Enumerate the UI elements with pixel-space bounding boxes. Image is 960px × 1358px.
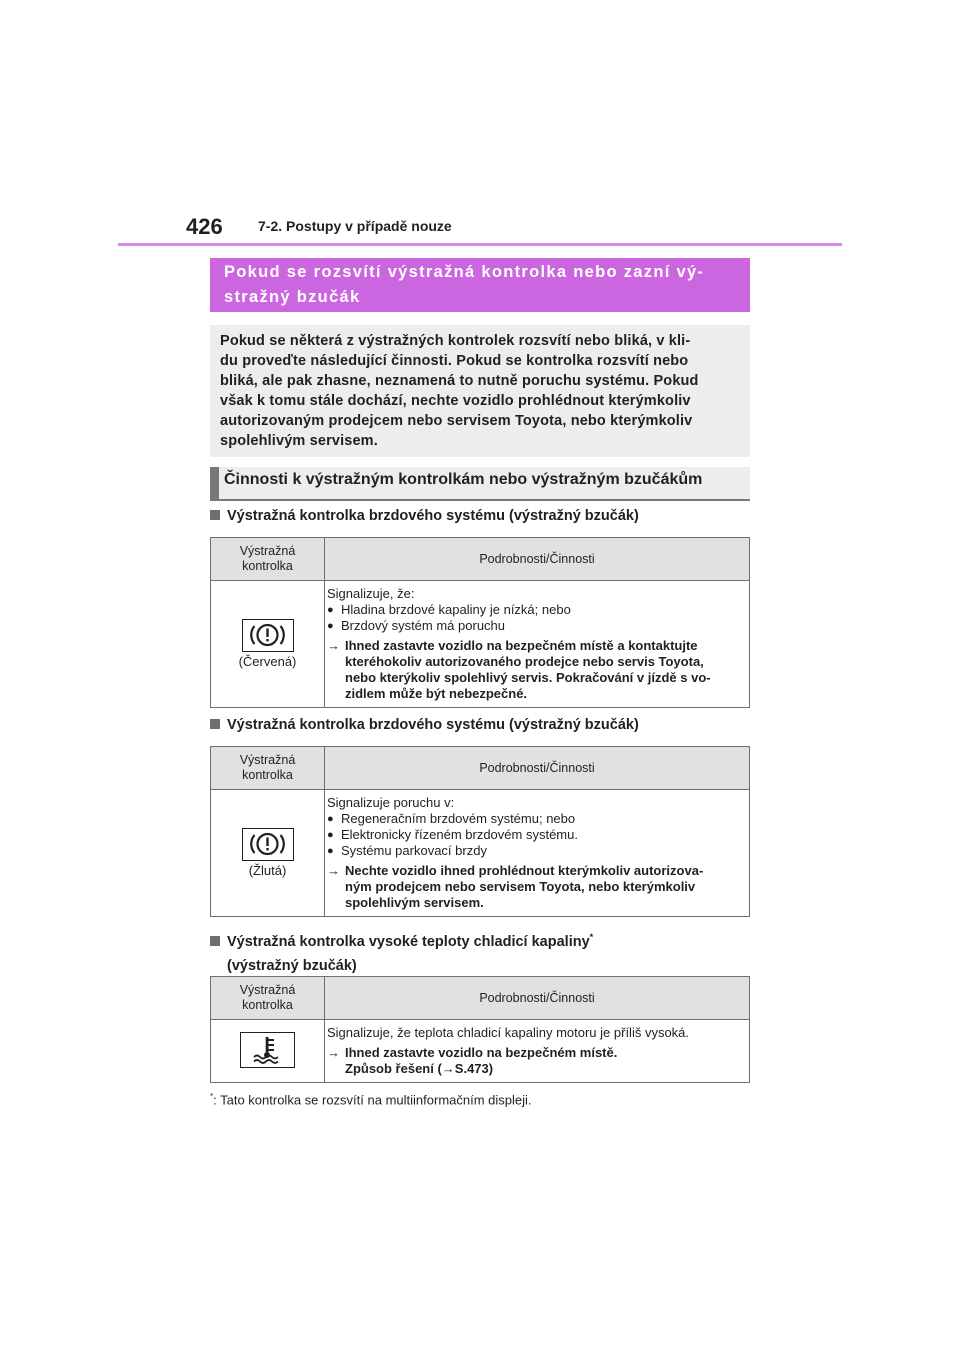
header-text: kontrolka: [242, 559, 293, 573]
intro-box: [210, 325, 750, 457]
page-header: [0, 0, 960, 250]
header-cell-lamp: [211, 747, 325, 790]
action-line: nebo kterýkoliv spolehlivý servis. Pokračování v jízdě s vo-: [345, 670, 711, 685]
footnote-mark: *: [589, 932, 594, 942]
header-text: kontrolka: [242, 998, 293, 1012]
subheading-text: Výstražná kontrolka brzdového systému (výstražný bzučák): [227, 717, 639, 733]
detail-intro: Signalizuje, že teplota chladicí kapaliny motoru je příliš vysoká.: [327, 1025, 690, 1040]
details-cell: [325, 790, 750, 917]
header-divider: [118, 243, 842, 246]
detail-action: [327, 1045, 747, 1077]
subheading-text: (výstražný bzučák): [227, 957, 357, 974]
section-banner: [210, 258, 750, 312]
detail-intro: Signalizuje poruchu v:: [327, 795, 455, 810]
lamp-color-label: (Žlutá): [248, 863, 287, 878]
arrow-icon: →: [327, 863, 340, 878]
subheading-text: Výstražná kontrolka brzdového systému (výstražný bzučák): [227, 508, 639, 524]
header-cell-details: Podrobnosti/Činnosti: [325, 747, 750, 790]
page-reference-link[interactable]: S.473): [454, 1061, 494, 1076]
detail-bullet: ● Elektronicky řízeném brzdovém systému.: [327, 827, 747, 843]
detail-bullet: ● Regeneračním brzdovém systému; nebo: [327, 811, 747, 827]
details-cell: [325, 581, 750, 708]
action-text: Způsob řešení (: [345, 1061, 442, 1076]
intro-line: spolehlivým servisem.: [220, 433, 378, 449]
subheading-text: Výstražná kontrolka vysoké teploty chladicí kapaliny: [227, 933, 590, 950]
square-bullet-icon: [210, 936, 220, 946]
detail-intro: Signalizuje, že:: [327, 586, 415, 601]
action-line: ným prodejcem nebo servisem Toyota, nebo kterýmkoliv: [345, 879, 696, 894]
intro-line: bliká, ale pak zhasne, neznamená to nutně poruchu systému. Pokud: [220, 373, 699, 389]
header-text: Výstražná: [239, 983, 296, 997]
details-cell: [325, 1020, 750, 1083]
action-line: Ihned zastavte vozidlo na bezpečném místě.: [345, 1045, 618, 1060]
header-cell-lamp: [211, 538, 325, 581]
arrow-icon: →: [327, 638, 340, 653]
square-bullet-icon: [210, 510, 220, 520]
action-line: spolehlivým servisem.: [345, 895, 484, 910]
intro-line: autorizovaným prodejcem nebo servisem Toyota, nebo kterýmkoliv: [220, 413, 693, 429]
header-text: Výstražná: [239, 753, 296, 767]
action-line: Nechte vozidlo ihned prohlédnout kterýmkoliv autorizova-: [345, 863, 704, 878]
brake-warning-icon: [242, 828, 294, 861]
intro-line: du proveďte následující činnosti. Pokud se kontrolka rozsvítí nebo: [220, 353, 689, 369]
header-text: kontrolka: [242, 768, 293, 782]
brake-warning-icon: [242, 619, 294, 652]
section-divider: [210, 499, 750, 501]
header-cell-details: Podrobnosti/Činnosti: [325, 977, 750, 1020]
detail-action: [327, 638, 747, 702]
action-line: Ihned zastavte vozidlo na bezpečném místě a kontaktujte: [345, 638, 698, 653]
detail-bullet: ● Systému parkovací brzdy: [327, 843, 747, 859]
header-text: Výstražná: [239, 544, 296, 558]
detail-bullet: ● Hladina brzdové kapaliny je nízká; nebo: [327, 602, 747, 618]
banner-title-line: stražný bzučák: [224, 288, 361, 306]
warning-table-brake-red: [210, 537, 750, 708]
detail-bullet: ● Brzdový systém má poruchu: [327, 618, 747, 634]
action-line: kteréhokoliv autorizovaného prodejce nebo servis Toyota,: [345, 654, 704, 669]
subheading-brake-red: [210, 508, 639, 524]
lamp-cell: [211, 1020, 325, 1083]
action-line: [345, 1061, 747, 1077]
chapter-title: 7-2. Postupy v případě nouze: [258, 218, 452, 234]
arrow-icon: →: [441, 1061, 455, 1076]
subheading-brake-yellow: [210, 717, 639, 733]
warning-table-coolant: [210, 976, 750, 1083]
page-number: 426: [186, 214, 223, 239]
lamp-cell: [211, 790, 325, 917]
footnote-mark: *: [210, 1092, 214, 1101]
action-line: zidlem může být nebezpečné.: [345, 686, 528, 701]
detail-action: [327, 863, 747, 911]
intro-line: však k tomu stále dochází, nechte vozidlo prohlédnout kterýmkoliv: [220, 393, 691, 409]
footnote: [210, 1092, 532, 1107]
banner-title-line: Pokud se rozsvítí výstražná kontrolka nebo zazní vý-: [224, 263, 705, 281]
intro-line: Pokud se některá z výstražných kontrolek rozsvítí nebo bliká, v kli-: [220, 333, 691, 349]
footnote-text: : Tato kontrolka se rozsvítí na multiinformačním displeji.: [213, 1092, 532, 1108]
lamp-cell: [211, 581, 325, 708]
header-cell-details: Podrobnosti/Činnosti: [325, 538, 750, 581]
square-bullet-icon: [210, 719, 220, 729]
lamp-color-label: (Červená): [238, 654, 297, 669]
coolant-temperature-icon: [240, 1032, 295, 1068]
section-heading: Činnosti k výstražným kontrolkám nebo výstražným bzučákům: [210, 467, 750, 499]
header-cell-lamp: [211, 977, 325, 1020]
subheading-coolant: [210, 926, 593, 977]
arrow-icon: →: [327, 1045, 340, 1060]
warning-table-brake-yellow: [210, 746, 750, 917]
